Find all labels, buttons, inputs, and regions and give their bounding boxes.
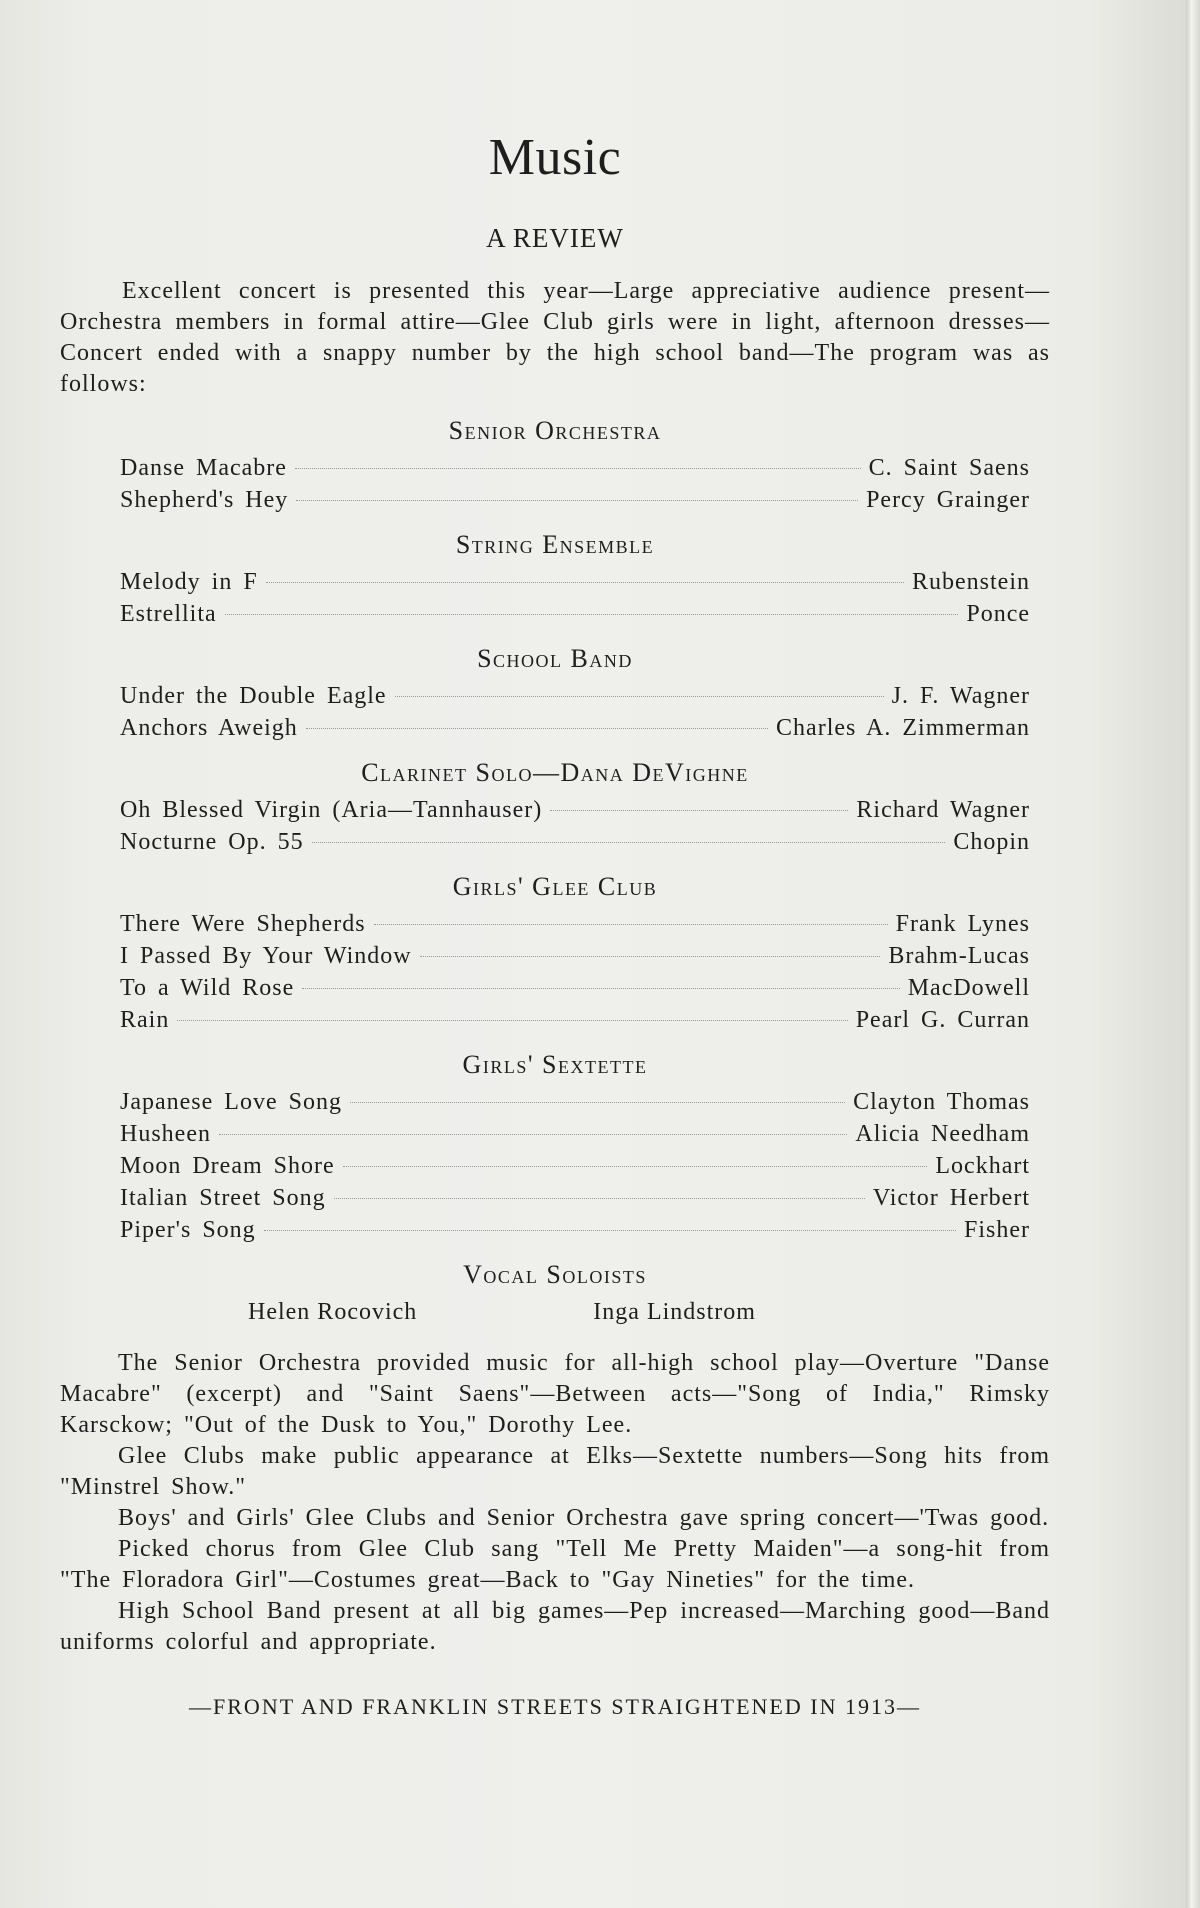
piece-title: Italian Street Song: [120, 1185, 326, 1211]
program-row: [60, 484, 1050, 516]
program-row: [60, 712, 1050, 744]
intro-paragraph: Excellent concert is presented this year—Large appreciative audience present—Orchestra members in formal attire—Glee Club girls were in light, afternoon dresses—Concert ended with a snappy number by the high school band—The program was as follows:: [60, 278, 1050, 397]
piece-title: Rain: [120, 1007, 170, 1033]
review-paragraph: Glee Clubs make public appearance at Elks—Sextette numbers—Song hits from "Minstrel Show.": [60, 1443, 1050, 1500]
piece-title: Japanese Love Song: [120, 1089, 342, 1115]
page-title: Music: [488, 129, 622, 186]
composer-name: Victor Herbert: [872, 1185, 1030, 1211]
piece-title: There Were Shepherds: [120, 911, 366, 937]
program-row: [60, 1086, 1050, 1118]
section-title: School Band: [477, 644, 633, 673]
dot-leader: [264, 1230, 956, 1231]
dot-leader: [306, 728, 768, 729]
review-paragraph: The Senior Orchestra provided music for all-high school play—Overture "Danse Macabre" (excerpt) and "Saint Saens"—Between acts—"Song of India," Rimsky Karsckow; "Out of the Dusk to You," Dorothy Lee.: [60, 1350, 1050, 1438]
dot-leader: [177, 1020, 847, 1021]
composer-name: Alicia Needham: [855, 1121, 1030, 1147]
review-paragraph: Boys' and Girls' Glee Clubs and Senior Orchestra gave spring concert—'Twas good.: [118, 1505, 1050, 1531]
composer-name: Percy Grainger: [866, 487, 1030, 513]
program-row: [60, 1214, 1050, 1246]
review-paragraph: Picked chorus from Glee Club sang "Tell Me Pretty Maiden"—a song-hit from "The Floradora Girl"—Costumes great—Back to "Gay Nineties" for the time.: [60, 1536, 1050, 1593]
piece-title: Danse Macabre: [120, 455, 287, 481]
piece-title: Piper's Song: [120, 1217, 256, 1243]
piece-title: Shepherd's Hey: [120, 487, 289, 513]
composer-name: Ponce: [966, 601, 1030, 627]
composer-name: C. Saint Saens: [868, 455, 1030, 481]
composer-name: Chopin: [953, 829, 1030, 855]
composer-name: Lockhart: [935, 1153, 1030, 1179]
content: [60, 128, 1050, 1720]
composer-name: Charles A. Zimmerman: [776, 715, 1030, 741]
dot-leader: [295, 468, 861, 469]
dot-leader: [343, 1166, 928, 1167]
program-row: [60, 908, 1050, 940]
dot-leader: [225, 614, 959, 615]
composer-name: MacDowell: [907, 975, 1030, 1001]
review-paragraphs: [60, 1348, 1050, 1658]
dot-leader: [296, 500, 858, 501]
soloist-name: Helen Rocovich: [248, 1299, 418, 1325]
program-row: [60, 1150, 1050, 1182]
soloist-name: Inga Lindstrom: [593, 1299, 756, 1325]
program-row: [60, 1004, 1050, 1036]
piece-title: Nocturne Op. 55: [120, 829, 304, 855]
dot-leader: [550, 810, 848, 811]
page-subtitle: A REVIEW: [486, 223, 624, 253]
dot-leader: [350, 1102, 845, 1103]
composer-name: Richard Wagner: [856, 797, 1030, 823]
review-paragraph: High School Band present at all big games—Pep increased—Marching good—Band uniforms colorful and appropriate.: [60, 1598, 1050, 1655]
program-row: [60, 598, 1050, 630]
program-row: [60, 1182, 1050, 1214]
piece-title: I Passed By Your Window: [120, 943, 412, 969]
footer-note: —FRONT AND FRANKLIN STREETS STRAIGHTENED IN 1913—: [189, 1694, 921, 1719]
program-row: [60, 680, 1050, 712]
program-row: [60, 452, 1050, 484]
composer-name: Frank Lynes: [895, 911, 1030, 937]
dot-leader: [302, 988, 899, 989]
dot-leader: [266, 582, 904, 583]
program-row: [60, 972, 1050, 1004]
composer-name: Fisher: [964, 1217, 1030, 1243]
dot-leader: [334, 1198, 865, 1199]
program-row: [60, 940, 1050, 972]
composer-name: Pearl G. Curran: [855, 1007, 1030, 1033]
piece-title: Moon Dream Shore: [120, 1153, 335, 1179]
section-title: Girls' Glee Club: [452, 872, 658, 901]
dot-leader: [219, 1134, 847, 1135]
section-title: Girls' Sextette: [462, 1050, 648, 1079]
piece-title: Husheen: [120, 1121, 211, 1147]
composer-name: J. F. Wagner: [891, 683, 1030, 709]
piece-title: Melody in F: [120, 569, 258, 595]
composer-name: Rubenstein: [912, 569, 1030, 595]
piece-title: Anchors Aweigh: [120, 715, 298, 741]
program-row: [60, 794, 1050, 826]
vocal-soloists: [60, 1296, 1050, 1328]
section-title: Senior Orchestra: [448, 416, 662, 445]
program-list: [60, 416, 1050, 1246]
program-row: [60, 566, 1050, 598]
dot-leader: [395, 696, 884, 697]
piece-title: Under the Double Eagle: [120, 683, 387, 709]
composer-name: Clayton Thomas: [853, 1089, 1030, 1115]
piece-title: To a Wild Rose: [120, 975, 295, 1001]
dot-leader: [374, 924, 888, 925]
piece-title: Estrellita: [120, 601, 217, 627]
piece-title: Oh Blessed Virgin (Aria—Tannhauser): [120, 797, 543, 823]
section-title: Clarinet Solo—Dana DeVighne: [361, 758, 749, 787]
dot-leader: [312, 842, 946, 843]
dot-leader: [420, 956, 881, 957]
program-row: [60, 826, 1050, 858]
composer-name: Brahm-Lucas: [888, 943, 1030, 969]
page-edge: [1186, 0, 1200, 1908]
program-row: [60, 1118, 1050, 1150]
section-title: String Ensemble: [455, 530, 655, 559]
vocal-soloists-title: Vocal Soloists: [463, 1260, 647, 1289]
